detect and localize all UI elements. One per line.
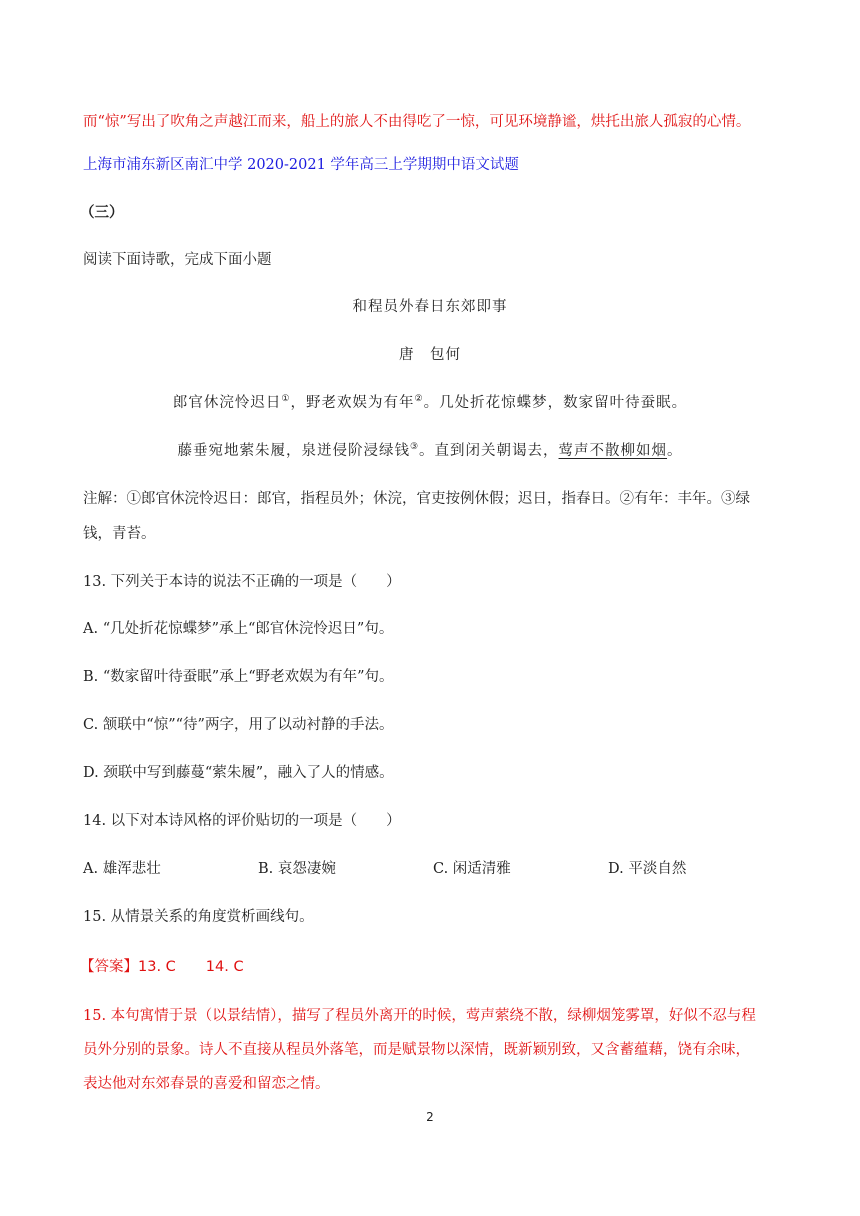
- question-14-stem: 14. 以下对本诗风格的评价贴切的一项是（ ）: [83, 813, 401, 829]
- poem-title: 和程员外春日东郊即事: [352, 299, 508, 315]
- answer-13: 13. C: [138, 959, 176, 975]
- answer-row: [80, 957, 244, 977]
- answer-label: 【答案】: [80, 959, 138, 975]
- answer-15-line-1: 15. 本句寓情于景（以景结情），描写了程员外离开的时候，莺声萦绕不散，绿柳烟笼雾罩，好似不忍与程: [83, 1008, 756, 1024]
- question-15-stem: 15. 从情景关系的角度赏析画线句。: [83, 909, 314, 925]
- answer-15-line-2: 员外分别的景象。诗人不直接从程员外落笔，而是赋景物以深情，既新颖别致，又含蓄蕴藉，饶有余味，: [83, 1042, 750, 1058]
- source-line: 上海市浦东新区南汇中学 2020-2021 学年高三上学期期中语文试题: [83, 157, 519, 173]
- question-13-stem: 13. 下列关于本诗的说法不正确的一项是（ ）: [83, 574, 401, 590]
- underlined-line: 莺声不散柳如烟: [558, 443, 668, 459]
- question-13-option-d: D. 颈联中写到藤蔓“萦朱履”，融入了人的情感。: [83, 765, 394, 781]
- question-13-option-c: C. 颔联中“惊”“待”两字，用了以动衬静的手法。: [83, 717, 394, 733]
- poem-line-1: 郎官休浣怜迟日①，野老欢娱为有年②。几处折花惊蝶梦，数家留叶待蚕眠。: [172, 394, 688, 411]
- question-14-option-c: C. 闲适清雅: [433, 861, 511, 877]
- analysis-continuation: 而“惊”写出了吹角之声越江而来，船上的旅人不由得吃了一惊，可见环境静谧，烘托出旅人孤寂的心情。: [83, 114, 751, 130]
- question-13-option-b: B. “数家留叶待蚕眠”承上“野老欢娱为有年”句。: [83, 669, 394, 685]
- question-13-option-a: A. “几处折花惊蝶梦”承上“郎官休浣怜迟日”句。: [83, 621, 394, 637]
- notes-line-2: 钱，青苔。: [83, 526, 156, 542]
- answer-14: 14. C: [205, 959, 244, 975]
- poem-line-2: 藤垂宛地萦朱履，泉迸侵阶浸绿钱③。直到闭关朝谒去，莺声不散柳如烟。: [177, 442, 683, 459]
- section-label: （三）: [80, 204, 124, 221]
- page-number: 2: [426, 1110, 434, 1124]
- poem-author: 唐 包何: [399, 347, 461, 363]
- notes-line-1: 注解：①郎官休浣怜迟日：郎官，指程员外；休浣，官吏按例休假；迟日，指春日。②有年：丰年。③绿: [83, 491, 750, 507]
- question-14-option-a: A. 雄浑悲壮: [83, 861, 161, 877]
- question-14-option-b: B. 哀怨凄婉: [258, 861, 336, 877]
- instruction: 阅读下面诗歌，完成下面小题: [83, 252, 272, 268]
- question-14-option-d: D. 平淡自然: [608, 861, 687, 877]
- answer-15-line-3: 表达他对东郊春景的喜爱和留恋之情。: [83, 1076, 330, 1092]
